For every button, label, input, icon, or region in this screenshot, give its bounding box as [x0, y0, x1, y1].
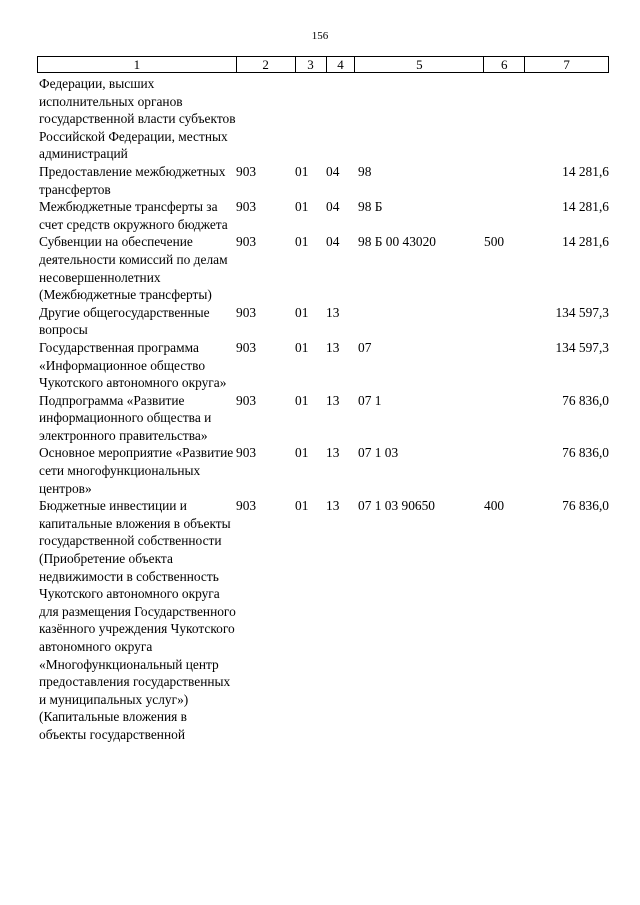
- row-csr: 98: [358, 163, 372, 179]
- table-row: [37, 497, 609, 743]
- row-rz: 01: [295, 339, 309, 355]
- row-grbs: 903: [236, 392, 257, 408]
- header-col-7: 7: [525, 57, 609, 72]
- row-pr: 13: [326, 498, 340, 514]
- row-grbs: 903: [236, 304, 257, 320]
- row-rz: 01: [295, 392, 309, 408]
- row-name: Другие общегосударственные вопросы: [39, 304, 210, 338]
- row-pr: 13: [326, 445, 340, 461]
- row-rz: 01: [295, 163, 309, 179]
- row-rz: 01: [295, 445, 309, 461]
- row-grbs: 903: [236, 163, 257, 179]
- row-vr: 400: [484, 498, 505, 514]
- row-sum: 76 836,0: [562, 445, 609, 461]
- row-csr: [355, 75, 484, 163]
- row-vr: [484, 392, 525, 445]
- row-sum: 14 281,6: [562, 234, 609, 250]
- row-grbs: 903: [236, 498, 257, 514]
- row-grbs: 903: [236, 339, 257, 355]
- row-pr: 04: [326, 163, 340, 179]
- header-col-5: 5: [355, 57, 484, 72]
- row-rz: 01: [295, 199, 309, 215]
- row-grbs: 903: [236, 445, 257, 461]
- table-row: [37, 392, 609, 445]
- row-pr: 04: [326, 234, 340, 250]
- row-name: Государственная программа «Информационное общество Чукотского автономного округа»: [39, 339, 227, 391]
- row-pr: 04: [326, 199, 340, 215]
- row-rz: 01: [295, 234, 309, 250]
- table-row: [37, 75, 609, 163]
- row-pr: 13: [326, 392, 340, 408]
- header-col-3: 3: [296, 57, 327, 72]
- row-vr: [484, 304, 525, 339]
- row-vr: [484, 444, 525, 497]
- row-sum: 76 836,0: [562, 498, 609, 514]
- row-name: Межбюджетные трансферты за счет средств окружного бюджета: [39, 199, 228, 232]
- row-sum: 14 281,6: [562, 163, 609, 179]
- table-row: [37, 198, 609, 233]
- row-name: Основное мероприятие «Развитие сети многофункциональных центров»: [39, 445, 234, 496]
- table-row: [37, 233, 609, 303]
- row-sum: 14 281,6: [562, 199, 609, 215]
- table-body: [37, 75, 609, 744]
- row-grbs: [236, 75, 295, 163]
- row-pr: 13: [326, 339, 340, 355]
- row-name: Субвенции на обеспечение деятельности комиссий по делам несовершеннолетних (Межбюджетные трансферты): [39, 234, 228, 303]
- row-csr: 07: [358, 339, 372, 355]
- row-sum: 76 836,0: [562, 392, 609, 408]
- table-row: [37, 163, 609, 198]
- row-name: Федерации, высших исполнительных органов государственной власти субъектов Российской Федерации, местных администраций: [39, 76, 236, 162]
- row-vr: [484, 163, 525, 198]
- row-vr: 500: [484, 234, 505, 250]
- row-csr: [355, 304, 484, 339]
- header-col-1: 1: [38, 57, 237, 72]
- row-csr: 98 Б: [358, 199, 383, 215]
- table-row: [37, 339, 609, 392]
- page-number: 156: [311, 30, 329, 42]
- row-sum: [525, 75, 609, 163]
- table-row: [37, 444, 609, 497]
- row-sum: 134 597,3: [555, 339, 609, 355]
- table-row: [37, 304, 609, 339]
- row-pr: [326, 75, 355, 163]
- row-csr: 07 1 03 90650: [358, 498, 435, 514]
- header-col-2: 2: [237, 57, 296, 72]
- header-col-6: 6: [484, 57, 525, 72]
- row-grbs: 903: [236, 199, 257, 215]
- row-csr: 98 Б 00 43020: [358, 234, 436, 250]
- row-rz: [295, 75, 326, 163]
- row-vr: [484, 75, 525, 163]
- row-csr: 07 1 03: [358, 445, 399, 461]
- row-sum: 134 597,3: [555, 304, 609, 320]
- row-name: Подпрограмма «Развитие информационного общества и электронного правительства»: [39, 392, 212, 443]
- row-rz: 01: [295, 498, 309, 514]
- row-pr: 13: [326, 304, 340, 320]
- row-rz: 01: [295, 304, 309, 320]
- row-grbs: 903: [236, 234, 257, 250]
- header-col-4: 4: [327, 57, 356, 72]
- row-csr: 07 1: [358, 392, 382, 408]
- row-name: Предоставление межбюджетных трансфертов: [39, 163, 226, 197]
- row-vr: [484, 198, 525, 233]
- table-header: [37, 56, 609, 73]
- row-name: Бюджетные инвестиции и капитальные вложения в объекты государственной собственности (Приобретение объекта недвижимости в собственность Чукотского автономного округа для размещения Государственного казённого учреждения Чукотского автономного округа «Многофункциональный центр предоставления государственных и муниципальных услуг») (Капитальные вложения в объекты государственной: [39, 498, 236, 742]
- row-vr: [484, 339, 525, 392]
